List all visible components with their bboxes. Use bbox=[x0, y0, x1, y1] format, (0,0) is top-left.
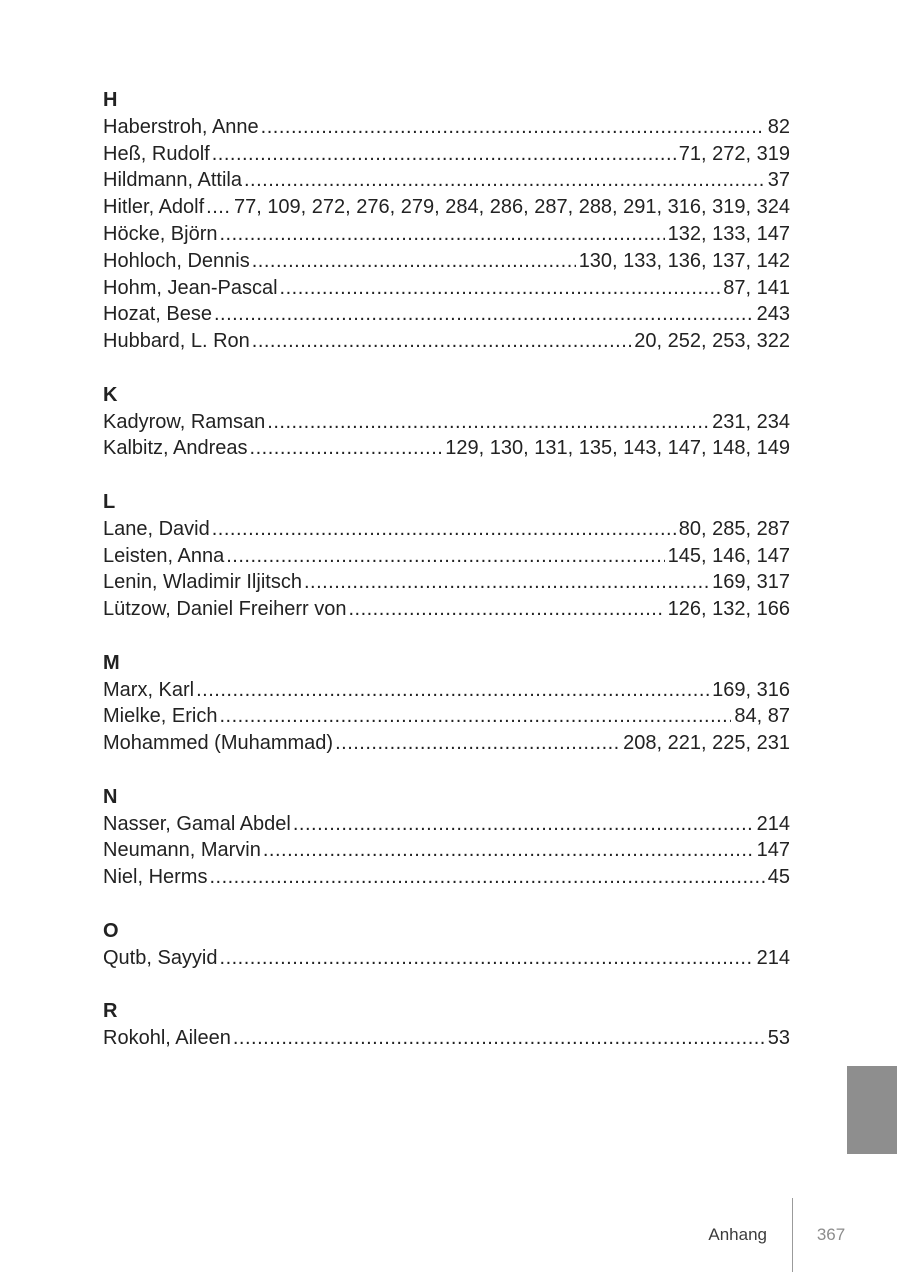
entry-pages: 45 bbox=[767, 866, 790, 889]
dot-leader bbox=[220, 945, 754, 972]
dot-leader bbox=[252, 328, 632, 355]
index-entry bbox=[103, 516, 790, 543]
entry-name: Mielke, Erich bbox=[103, 705, 218, 728]
entry-name: Niel, Herms bbox=[103, 866, 208, 889]
entry-pages: 84, 87 bbox=[734, 705, 790, 728]
entry-name: Lenin, Wladimir Iljitsch bbox=[103, 571, 302, 594]
section-entries bbox=[103, 677, 790, 757]
entry-pages: 80, 285, 287 bbox=[678, 517, 790, 540]
dot-leader bbox=[304, 569, 709, 596]
section-entries bbox=[103, 409, 790, 463]
index-entry bbox=[103, 1025, 790, 1052]
entry-name: Hohloch, Dennis bbox=[103, 249, 250, 272]
dot-leader bbox=[196, 677, 709, 704]
entry-pages: 129, 130, 131, 135, 143, 147, 148, 149 bbox=[445, 437, 790, 460]
page-number: 367 bbox=[816, 1225, 846, 1244]
dot-leader bbox=[250, 435, 443, 462]
entry-name: Haberstroh, Anne bbox=[103, 115, 259, 138]
entry-pages: 145, 146, 147 bbox=[667, 544, 790, 567]
entry-pages: 130, 133, 136, 137, 142 bbox=[578, 249, 790, 272]
entry-name: Neumann, Marvin bbox=[103, 839, 261, 862]
entry-name: Höcke, Björn bbox=[103, 222, 218, 245]
index-entry bbox=[103, 221, 790, 248]
entry-name: Hozat, Bese bbox=[103, 303, 212, 326]
index-entry bbox=[103, 596, 790, 623]
section-letter: M bbox=[103, 651, 120, 674]
entry-name: Marx, Karl bbox=[103, 678, 195, 701]
index-entry bbox=[103, 275, 790, 302]
dot-leader bbox=[348, 596, 664, 623]
entry-name: Qutb, Sayyid bbox=[103, 946, 218, 969]
entry-pages: 77, 109, 272, 276, 279, 284, 286, 287, 288, 291, 316, 319, 324 bbox=[233, 196, 790, 219]
name-index bbox=[103, 87, 790, 1052]
entry-name: Hitler, Adolf bbox=[103, 196, 205, 219]
entry-name: Kadyrow, Ramsan bbox=[103, 410, 266, 433]
index-entry bbox=[103, 141, 790, 168]
entry-name: Lane, David bbox=[103, 517, 210, 540]
chapter-thumb-tab bbox=[847, 1066, 897, 1154]
entry-pages: 169, 316 bbox=[712, 678, 790, 701]
index-entry bbox=[103, 945, 790, 972]
index-section bbox=[103, 87, 790, 355]
dot-leader bbox=[252, 248, 576, 275]
entry-pages: 82 bbox=[767, 115, 790, 138]
entry-name: Rokohl, Aileen bbox=[103, 1026, 231, 1049]
dot-leader bbox=[293, 811, 754, 838]
index-section bbox=[103, 650, 790, 757]
entry-pages: 132, 133, 147 bbox=[667, 222, 790, 245]
index-entry bbox=[103, 435, 790, 462]
dot-leader bbox=[206, 194, 231, 221]
index-entry bbox=[103, 864, 790, 891]
index-entry bbox=[103, 114, 790, 141]
section-letter: N bbox=[103, 785, 118, 808]
dot-leader bbox=[214, 301, 754, 328]
dot-leader bbox=[263, 837, 754, 864]
index-entry bbox=[103, 837, 790, 864]
index-entry bbox=[103, 194, 790, 221]
section-entries bbox=[103, 945, 790, 972]
entry-pages: 147 bbox=[756, 839, 790, 862]
index-entry bbox=[103, 677, 790, 704]
dot-leader bbox=[212, 516, 676, 543]
entry-pages: 53 bbox=[767, 1026, 790, 1049]
entry-pages: 208, 221, 225, 231 bbox=[623, 732, 790, 755]
dot-leader bbox=[219, 703, 731, 730]
entry-name: Lützow, Daniel Freiherr von bbox=[103, 598, 347, 621]
index-entry bbox=[103, 409, 790, 436]
entry-name: Hildmann, Attila bbox=[103, 169, 242, 192]
dot-leader bbox=[209, 864, 764, 891]
entry-pages: 20, 252, 253, 322 bbox=[634, 330, 790, 353]
entry-name: Kalbitz, Andreas bbox=[103, 437, 248, 460]
dot-leader bbox=[220, 221, 665, 248]
dot-leader bbox=[280, 275, 721, 302]
entry-name: Leisten, Anna bbox=[103, 544, 225, 567]
dot-leader bbox=[267, 409, 709, 436]
index-entry bbox=[103, 569, 790, 596]
section-letter: O bbox=[103, 919, 119, 942]
entry-pages: 126, 132, 166 bbox=[667, 598, 790, 621]
page-footer bbox=[0, 1198, 900, 1272]
index-entry bbox=[103, 730, 790, 757]
entry-name: Heß, Rudolf bbox=[103, 142, 210, 165]
dot-leader bbox=[226, 543, 664, 570]
entry-pages: 243 bbox=[756, 303, 790, 326]
entry-pages: 71, 272, 319 bbox=[678, 142, 790, 165]
entry-pages: 169, 317 bbox=[712, 571, 790, 594]
section-entries bbox=[103, 1025, 790, 1052]
section-entries bbox=[103, 114, 790, 355]
index-entry bbox=[103, 543, 790, 570]
dot-leader bbox=[233, 1025, 765, 1052]
entry-name: Mohammed (Muhammad) bbox=[103, 732, 334, 755]
entry-pages: 214 bbox=[756, 812, 790, 835]
section-entries bbox=[103, 811, 790, 891]
footer-section-label: Anhang bbox=[708, 1225, 767, 1244]
index-section bbox=[103, 382, 790, 462]
section-letter: K bbox=[103, 383, 118, 406]
entry-name: Hubbard, L. Ron bbox=[103, 330, 250, 353]
dot-leader bbox=[244, 167, 765, 194]
index-section bbox=[103, 918, 790, 972]
index-section bbox=[103, 489, 790, 623]
entry-pages: 37 bbox=[767, 169, 790, 192]
index-entry bbox=[103, 167, 790, 194]
section-letter: L bbox=[103, 490, 116, 513]
dot-leader bbox=[335, 730, 620, 757]
index-entry bbox=[103, 703, 790, 730]
index-section bbox=[103, 784, 790, 891]
index-entry bbox=[103, 301, 790, 328]
dot-leader bbox=[212, 141, 676, 168]
section-letter: R bbox=[103, 1000, 118, 1023]
index-entry bbox=[103, 248, 790, 275]
entry-name: Nasser, Gamal Abdel bbox=[103, 812, 291, 835]
index-entry bbox=[103, 328, 790, 355]
entry-pages: 231, 234 bbox=[712, 410, 790, 433]
entry-pages: 214 bbox=[756, 946, 790, 969]
dot-leader bbox=[261, 114, 765, 141]
entry-name: Hohm, Jean-Pascal bbox=[103, 276, 278, 299]
section-entries bbox=[103, 516, 790, 623]
index-section bbox=[103, 998, 790, 1052]
section-letter: H bbox=[103, 89, 118, 111]
index-entry bbox=[103, 811, 790, 838]
entry-pages: 87, 141 bbox=[723, 276, 790, 299]
